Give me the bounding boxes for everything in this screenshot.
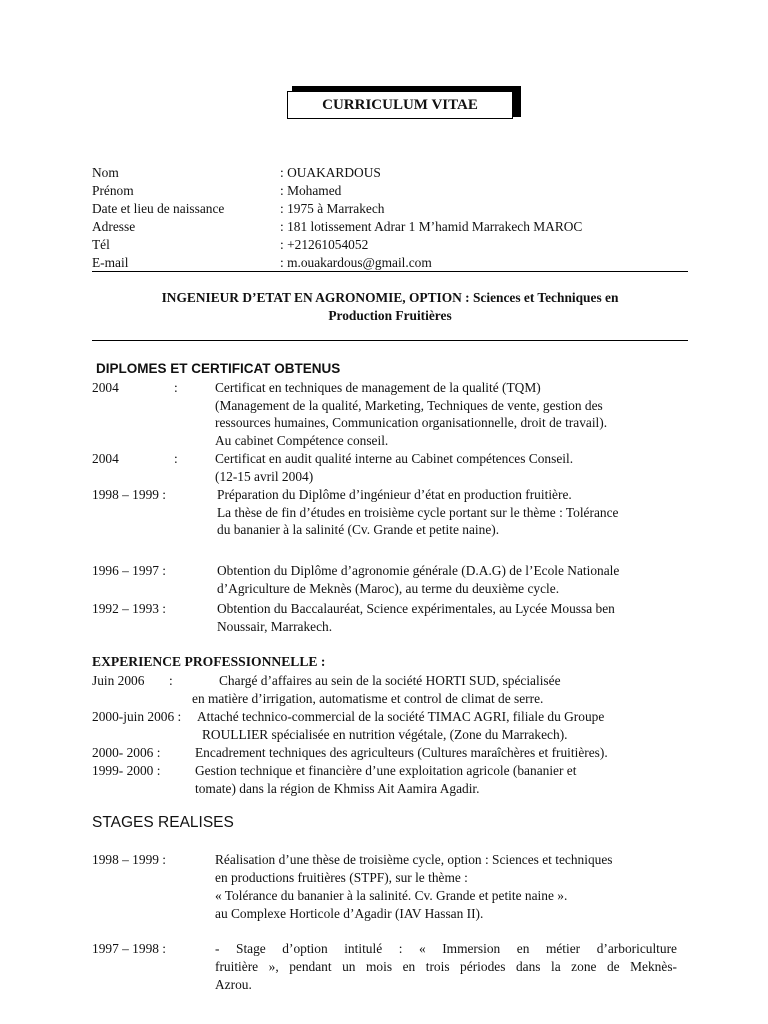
experience-date: Juin 2006 [92, 673, 145, 688]
label-tel: Tél [92, 237, 110, 252]
diplome-colon: : [174, 380, 178, 395]
diplome-text-line: d’Agriculture de Meknès (Maroc), au terme du deuxième cycle. [217, 581, 560, 596]
headline-line2: Production Fruitières [328, 308, 452, 323]
diplome-text-line: La thèse de fin d’études en troisième cycle portant sur le thème : Tolérance [217, 505, 619, 520]
experience-date: 2000- 2006 : [92, 745, 161, 760]
experience-text-line: en matière d’irrigation, automatisme et control de climat de serre. [192, 691, 544, 706]
stage-text-line: Réalisation d’une thèse de troisième cycle, option : Sciences et techniques [215, 852, 613, 867]
label-nom: Nom [92, 165, 119, 180]
experience-colon: : [169, 673, 173, 688]
experience-text-line: Chargé d’affaires au sein de la société HORTI SUD, spécialisée [219, 673, 561, 688]
stage-text-line: « Tolérance du bananier à la salinité. Cv. Grande et petite naine ». [215, 888, 568, 903]
experience-text-line: Attaché technico-commercial de la société TIMAC AGRI, filiale du Groupe [197, 709, 605, 724]
experience-heading: EXPERIENCE PROFESSIONNELLE : [92, 654, 326, 669]
value-naissance: : 1975 à Marrakech [280, 201, 385, 216]
diplome-date: 2004 [92, 451, 119, 466]
diplome-text-line: Noussair, Marrakech. [217, 619, 333, 634]
value-adresse: : 181 lotissement Adrar 1 M’hamid Marrakech MAROC [280, 219, 583, 234]
experience-text-line: tomate) dans la région de Khmiss Ait Aamira Agadir. [195, 781, 480, 796]
diplome-text-line: Obtention du Diplôme d’agronomie générale (D.A.G) de l’Ecole Nationale [217, 563, 620, 578]
experience-date: 2000-juin 2006 : [92, 709, 182, 724]
diplome-text-line: Au cabinet Compétence conseil. [215, 433, 389, 448]
label-email: E-mail [92, 255, 129, 270]
value-tel: : +21261054052 [280, 237, 369, 252]
stage-text-line: - Stage d’option intitulé : « Immersion en métier d’arboriculture [215, 941, 677, 956]
divider-top [92, 271, 688, 272]
stage-text-line: en productions fruitières (STPF), sur le thème : [215, 870, 468, 885]
diplome-date: 1996 – 1997 : [92, 563, 167, 578]
label-adresse: Adresse [92, 219, 136, 234]
diplome-text-line: Obtention du Baccalauréat, Science expérimentales, au Lycée Moussa ben [217, 601, 615, 616]
diplome-date: 2004 [92, 380, 119, 395]
diplome-text-line: Préparation du Diplôme d’ingénieur d’état en production fruitière. [217, 487, 572, 502]
diplome-text-line: Certificat en techniques de management de la qualité (TQM) [215, 380, 541, 395]
label-naissance: Date et lieu de naissance [92, 201, 225, 216]
experience-text-line: ROULLIER spécialisée en nutrition végétale, (Zone du Marrakech). [202, 727, 568, 742]
diplome-date: 1998 – 1999 : [92, 487, 167, 502]
experience-text-line: Gestion technique et financière d’une exploitation agricole (bananier et [195, 763, 577, 778]
diplome-text-line: (12-15 avril 2004) [215, 469, 314, 484]
diplomes-heading: DIPLOMES ET CERTIFICAT OBTENUS [96, 361, 341, 376]
stage-text-line: au Complexe Horticole d’Agadir (IAV Hassan II). [215, 906, 484, 921]
stage-text-line: fruitière », pendant un mois en trois périodes dans la zone de Meknès- [215, 959, 677, 974]
stages-heading: STAGES REALISES [92, 814, 234, 831]
headline-line1: INGENIEUR D’ETAT EN AGRONOMIE, OPTION : Sciences et Techniques en [161, 290, 619, 305]
diplome-date: 1992 – 1993 : [92, 601, 167, 616]
label-prenom: Prénom [92, 183, 134, 198]
value-nom: : OUAKARDOUS [280, 165, 381, 180]
value-prenom: : Mohamed [280, 183, 342, 198]
diplome-text-line: (Management de la qualité, Marketing, Techniques de vente, gestion des [215, 398, 603, 413]
diplome-colon: : [174, 451, 178, 466]
diplome-text-line: ressources humaines, Communication organisationnelle, droit de travail). [215, 415, 608, 430]
value-email: : m.ouakardous@gmail.com [280, 255, 432, 270]
experience-date: 1999- 2000 : [92, 763, 161, 778]
diplome-text-line: du bananier à la salinité (Cv. Grande et petite naine). [217, 522, 500, 537]
stage-text-line: Azrou. [215, 977, 252, 992]
stage-date: 1997 – 1998 : [92, 941, 167, 956]
title-box [287, 86, 521, 122]
divider-headline [92, 340, 688, 341]
experience-text-line: Encadrement techniques des agriculteurs (Cultures maraîchères et fruitières). [195, 745, 608, 760]
stage-date: 1998 – 1999 : [92, 852, 167, 867]
diplome-text-line: Certificat en audit qualité interne au Cabinet compétences Conseil. [215, 451, 574, 466]
document-title: CURRICULUM VITAE [287, 91, 513, 119]
